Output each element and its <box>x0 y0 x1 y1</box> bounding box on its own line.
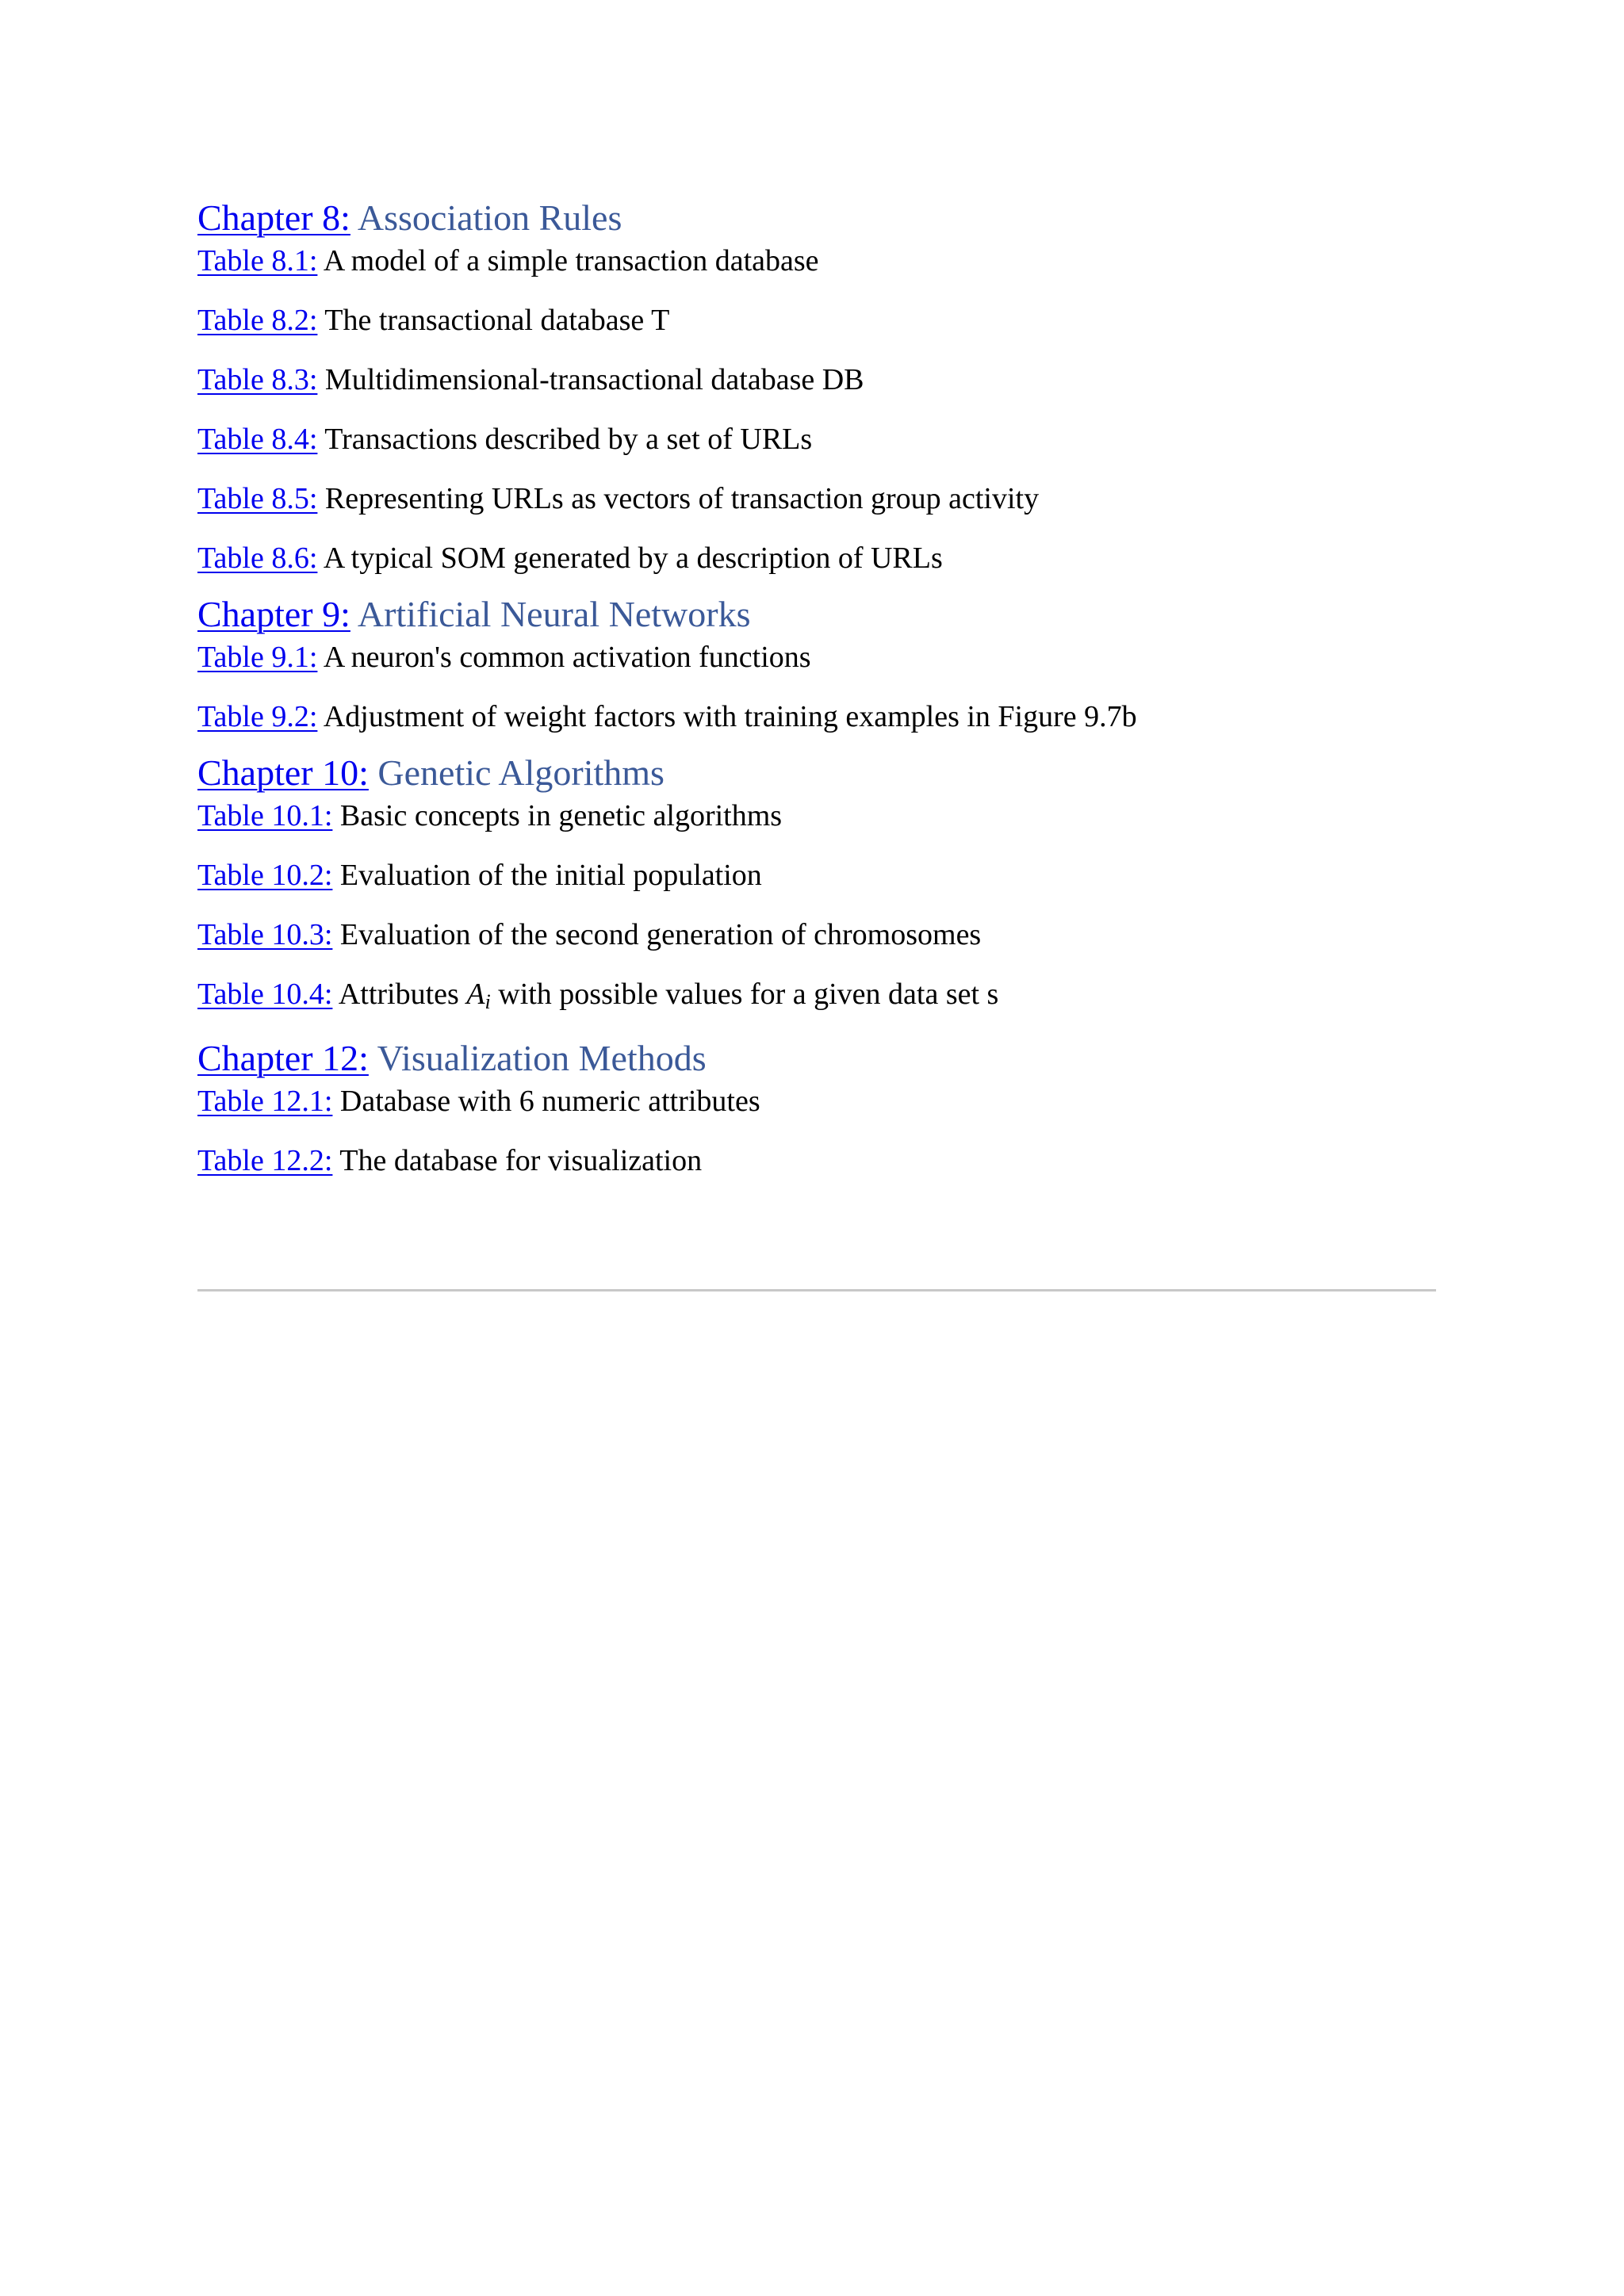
table-caption: The transactional database T <box>324 304 670 337</box>
math-subscript: i <box>485 990 491 1013</box>
horizontal-divider <box>197 1289 1436 1292</box>
chapter-heading <box>197 749 1434 797</box>
table-link[interactable]: Table 8.5: <box>197 482 318 515</box>
table-link[interactable]: Table 8.3: <box>197 363 318 396</box>
list-item <box>197 301 1434 339</box>
list-item <box>197 480 1434 518</box>
table-caption: A model of a simple transaction database <box>323 244 819 277</box>
table-link[interactable]: Table 9.2: <box>197 700 318 733</box>
list-item <box>197 638 1434 676</box>
table-link[interactable]: Table 10.4: <box>197 978 333 1011</box>
table-caption: Transactions described by a set of URLs <box>324 423 813 456</box>
table-link[interactable]: Table 8.2: <box>197 304 318 337</box>
table-caption <box>339 978 999 1011</box>
chapter-link[interactable]: Chapter 10: <box>197 752 369 793</box>
table-link[interactable]: Table 8.4: <box>197 423 318 456</box>
table-link[interactable]: Table 8.1: <box>197 244 318 277</box>
list-item <box>197 856 1434 894</box>
table-caption: Database with 6 numeric attributes <box>339 1085 760 1118</box>
table-link[interactable]: Table 12.2: <box>197 1144 333 1177</box>
chapter-link[interactable]: Chapter 12: <box>197 1038 369 1078</box>
list-item <box>197 1142 1434 1180</box>
table-link[interactable]: Table 10.1: <box>197 799 333 832</box>
caption-text-after: with possible values for a given data set s <box>498 978 999 1011</box>
table-caption: Evaluation of the second generation of chromosomes <box>339 918 982 951</box>
table-caption: Representing URLs as vectors of transaction group activity <box>324 482 1040 515</box>
table-link[interactable]: Table 9.1: <box>197 641 318 674</box>
list-item <box>197 242 1434 280</box>
table-caption: Multidimensional-transactional database DB <box>324 363 864 396</box>
table-caption: Basic concepts in genetic algorithms <box>339 799 783 832</box>
chapter-heading <box>197 591 1434 638</box>
table-link[interactable]: Table 8.6: <box>197 541 318 575</box>
table-link[interactable]: Table 10.2: <box>197 859 333 892</box>
table-link[interactable]: Table 12.1: <box>197 1085 333 1118</box>
chapter-title: Association Rules <box>357 197 622 238</box>
chapter-title: Artificial Neural Networks <box>357 594 751 634</box>
chapter-link[interactable]: Chapter 8: <box>197 197 350 238</box>
list-item <box>197 420 1434 458</box>
table-of-contents <box>197 194 1434 1180</box>
chapter-heading <box>197 194 1434 242</box>
list-item <box>197 797 1434 835</box>
caption-text-before: Attributes <box>338 978 459 1011</box>
table-caption: Evaluation of the initial population <box>339 859 762 892</box>
list-item <box>197 539 1434 577</box>
table-link[interactable]: Table 10.3: <box>197 918 333 951</box>
table-caption: Adjustment of weight factors with training examples in Figure 9.7b <box>323 700 1137 733</box>
chapter-heading <box>197 1035 1434 1082</box>
table-caption: The database for visualization <box>339 1144 703 1177</box>
list-item <box>197 916 1434 954</box>
table-caption: A neuron's common activation functions <box>323 641 811 674</box>
list-item <box>197 975 1434 1021</box>
math-symbol: A <box>466 978 485 1011</box>
list-item <box>197 698 1434 736</box>
chapter-title: Visualization Methods <box>377 1038 707 1078</box>
table-caption: A typical SOM generated by a description of URLs <box>323 541 943 575</box>
chapter-title: Genetic Algorithms <box>377 752 665 793</box>
list-item <box>197 1082 1434 1120</box>
chapter-link[interactable]: Chapter 9: <box>197 594 350 634</box>
list-item <box>197 361 1434 399</box>
